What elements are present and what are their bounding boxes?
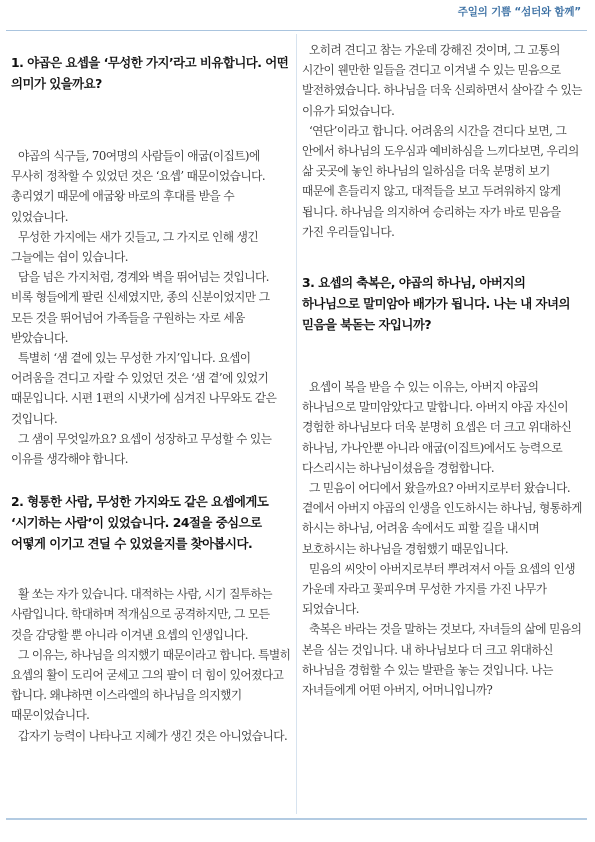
page-header-title: 주일의 기쁨 “섬터와 함께” [457, 6, 581, 18]
footer-rule [6, 818, 587, 820]
paragraph: 축복은 바라는 것을 말하는 것보다, 자녀들의 삶에 믿음의 본을 심는 것입니다. 내 하나님보다 더 크고 위대하신 하나님을 경험할 수 있는 발판을 놓는 것입니다. 나는 자녀들에게 어떤 아버지, 어머니입니까? [302, 622, 582, 698]
paragraph: 요셉이 복을 받을 수 있는 이유는, 아버지 야곱의 하나님으로 말미암았다고 말합니다. 아버지 야곱 자신이 경험한 하나님보다 더욱 분명히 요셉은 더 크고 위대하신 하나님, 가나안뿐 아니라 애굽(이집트)에서도 능력으로 다스리시는 하나님이셨음을 경험합니다. [302, 380, 572, 475]
question-1-heading: 1. 야곱은 요셉을 ‘무성한 가지’라고 비유합니다. 어떤 의미가 있을까요? [11, 55, 289, 91]
paragraph: 오히려 견디고 참는 가운데 강해진 것이며, 그 고통의 시간이 웬만한 일들을 견디고 이겨낼 수 있는 믿음으로 발전하였습니다. 하나님을 더욱 신뢰하면서 살아갈 수 있는 이유가 되었습니다. [302, 43, 582, 118]
paragraph: 그 이유는, 하나님을 의지했기 때문이라고 합니다. 특별히 요셉의 활이 도리어 굳세고 그의 팔이 더 힘이 있어졌다고 합니다. 왜냐하면 이스라엘의 하나님을 의지했기 때문이었습니다. [11, 647, 291, 723]
question-2-heading: 2. 형통한 사람, 무성한 가지와도 같은 요셉에게도 ‘시기하는 사람’이 있었습니다. 24절을 중심으로 어떻게 이기고 견딜 수 있었을지를 찾아봅시다. [11, 494, 269, 552]
paragraph: 무성한 가지에는 새가 깃들고, 그 가지로 인해 생긴 그늘에는 쉼이 있습니다. [11, 229, 259, 265]
paragraph: 담을 넘은 가지처럼, 경계와 벽을 뛰어넘는 것입니다. 비록 형들에게 팔린 신세였지만, 종의 신분이었지만 그 모든 것을 뛰어넘어 가족들을 구원하는 자로 세움 받았습니다. [11, 270, 270, 345]
paragraph: 갑자기 능력이 나타나고 지혜가 생긴 것은 아니었습니다. [18, 728, 288, 743]
paragraph: 그 믿음이 어디에서 왔을까요? 아버지로부터 왔습니다. 곁에서 아버지 야곱의 인생을 인도하시는 하나님, 형통하게 하시는 하나님, 어려움 속에서도 피할 길을 내시며 보호하시는 하나님을 경험했기 때문입니다. [302, 481, 582, 556]
question-3-heading: 3. 요셉의 축복은, 야곱의 하나님, 아버지의 하나님으로 말미암아 배가가 됩니다. 나는 내 자녀의 믿음을 북돋는 자입니까? [302, 275, 570, 333]
header-rule [6, 30, 587, 31]
paragraph: 특별히 ‘샘 곁에 있는 무성한 가지’입니다. 요셉이 어려움을 견디고 자랄 수 있었던 것은 ‘샘 곁’에 있었기 때문입니다. 시편 1편의 시냇가에 심겨진 나무와도 같은 것입니다. [11, 351, 277, 426]
column-divider [296, 34, 297, 814]
paragraph: 그 샘이 무엇일까요? 요셉이 성장하고 무성할 수 있는 이유를 생각해야 합니다. [11, 431, 272, 467]
paragraph: 믿음의 씨앗이 아버지로부터 뿌려져서 아들 요셉의 인생 가운데 자라고 꽃피우며 무성한 가지를 가진 나무가 되었습니다. [302, 561, 576, 617]
left-column [11, 40, 293, 746]
paragraph: ‘연단’이라고 합니다. 어려움의 시간을 견디다 보면, 그 안에서 하나님의 도우심과 예비하심을 느끼다보면, 우리의 삶 곳곳에 놓인 하나님의 일하심을 더욱 분명히 보기 때문에 흔들리지 않고, 대적들을 보고 두려워하지 않게 됩니다. 하나님을 의지하여 승리하는 자가 바로 믿음을 가진 우리들입니다. [302, 123, 579, 239]
right-column [302, 40, 584, 700]
paragraph: 활 쏘는 자가 있습니다. 대적하는 사람, 시기 질투하는 사람입니다. 학대하며 적개심으로 공격하지만, 그 모든 것을 감당할 뿐 아니라 이겨낸 요셉의 인생입니다. [11, 587, 273, 642]
paragraph: 야곱의 식구들, 70여명의 사람들이 애굽(이집트)에 무사히 정착할 수 있었던 것은 ‘요셉’ 때문이었습니다. 총리였기 때문에 애굽왕 바로의 후대를 받을 수 있었습니다. [11, 149, 266, 224]
